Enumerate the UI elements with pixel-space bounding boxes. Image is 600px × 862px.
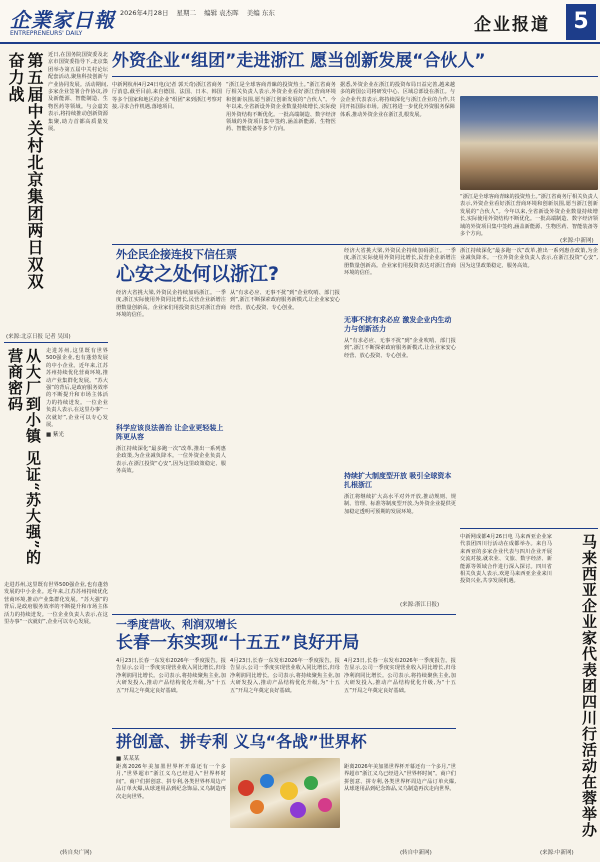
issue-designer: 美编 东东	[246, 9, 275, 17]
mid-story-headline: 心安之处何以浙江?	[116, 263, 280, 285]
page-number: 5	[566, 4, 596, 40]
bottom-story-2-author: ■ 某某某	[116, 756, 140, 762]
mid-story-body-1: 经济大省挑大梁,外资民企持续加码浙江。一季度,浙江实际使用外资同比增长,民营企业新增注册数量创新高。企业家们用投资表达对浙江营商环境的信任。	[116, 290, 226, 319]
newspaper-logo: 企業家日報	[10, 8, 115, 32]
left-story-2-author: ■ 紫光	[46, 432, 64, 438]
issue-weekday: 星期二	[176, 9, 197, 17]
bottom-story-2-headline: 拼创意、拼专利 义乌“各战”世界杯	[116, 732, 367, 751]
mid-story-body-3: 从“有求必应、无事不扰”到“企业吹哨、部门报到”,浙江不断探索政府服务新模式,让企业家安心经营、放心投资、专心创业。	[230, 290, 340, 311]
bottom-divider	[112, 614, 456, 615]
masthead	[0, 0, 600, 44]
top-story-body-1: “浙江是全球客商青睐的投资热土。”浙江省商务厅相关负责人表示,外资企业看好浙江营商环境和创新氛围,愿当浙江创新发展的“合伙人”。今年以来,全省新设外资企业数量持续增长,实际使用外资结构不断优化。一批高端制造、数字经济领域的外资项目集中签约,涵盖新能源、生物医药、智能装备等多个方向。	[226, 82, 336, 133]
left-story-2-body: 走进苏州,这里既有世界500强企业,也有蓬勃发展的中小企业。近年来,江苏苏州持续优化营商环境,推动产业集群化发展。“苏大强”的背后,是政府服务效率的不断提升和市场主体活力的持续迸发。一位企业负责人表示,在这里办事“一次就好”,企业可以专心发展。	[46, 348, 108, 429]
right-column-text-top: 浙江持续深化“最多跑一次”改革,推出一系列惠企政策,为企业减负降本。一位外资企业负责人表示,在浙江投资“心安”,因为这里政策稳定、服务高效。	[460, 248, 598, 269]
mid-story-body-2: 浙江持续深化“最多跑一次”改革,推出一系列惠企政策,为企业减负降本。一位外资企业负责人表示,在浙江投资“心安”,因为这里政策稳定、服务高效。	[116, 446, 226, 475]
mid-story-subhead-1: 科学应该良法善治 让企业更轻装上阵更从容	[116, 424, 224, 441]
bottom-story-2-credit: (转自中新网)	[400, 850, 432, 856]
bottom-story-1-body-3: 4月23日,长春一东发布2026年一季度报告。报告显示,公司一季度实现营业收入同比增长,归母净利润同比增长。公司表示,将持续聚焦主业,加大研发投入,推动产品结构优化升级,为“十五五”开局之年奠定良好基础。	[344, 658, 456, 694]
right-story-body: 中新网成都4月26日电 马来西亚企业家代表团四川行活动在成都举办。来自马来西亚的多家企业代表与四川企业开展交流对接,就农业、文旅、数字经济、新能源等领域合作进行深入探讨。四川省相关负责人表示,欢迎马来西亚企业来川投资兴业,共享发展机遇。	[460, 534, 552, 585]
right-story-headline: 马来西亚企业家代表团四川行活动在蓉举办	[580, 534, 598, 838]
issue-meta	[120, 8, 281, 17]
mid-story-body-4: 经济大省挑大梁,外资民企持续加码浙江。一季度,浙江实际使用外资同比增长,民营企业新增注册数量创新高。企业家们用投资表达对浙江营商环境的信任。	[344, 248, 456, 277]
mid-story-subhead-2: 无事不扰有求必应 激发企业内生动力与创新活力	[344, 316, 452, 333]
left-story-2-body-continued	[4, 582, 108, 844]
left-story-1-body: 近日,在国务院国资委及北京市国资委指导下,北京集团举办第五届中关村论坛配套活动,聚焦科技创新与产业协同发展。活动期间,多家企业签署合作协议,涉及新能源、智能制造、生物医药等领域。与会嘉宾表示,将持续推动创新资源集聚,助力首都高质量发展。	[48, 52, 108, 133]
bottom-story-2-body-2: 距离2026年美加墨世界杯开幕还有一个多月,“世界超市”浙江义乌已经进入“世界杯时间”。商户们拼创意、拼专利,各类世界杯周边产品订单火爆,从球迷用品到纪念饰品,义乌制造再次走向世界。	[344, 764, 456, 793]
newspaper-logo-english: ENTREPRENEURS' DAILY	[10, 30, 83, 37]
left-story-2-credit: (转自央广网)	[60, 850, 92, 856]
bottom-story-1-body-1: 4月23日,长春一东发布2026年一季度报告。报告显示,公司一季度实现营业收入同比增长,归母净利润同比增长。公司表示,将持续聚焦主业,加大研发投入,推动产品结构优化升级,为“十五五”开局之年奠定良好基础。	[116, 658, 226, 694]
top-story-headline: 外资企业“组团”走进浙江 愿当创新发展“合伙人”	[112, 51, 486, 71]
bottom-story-2-photo	[230, 758, 340, 828]
right-story-credit: (来源:中新网)	[540, 850, 574, 856]
mid-story-headline-small: 外企民企接连投下信任票	[116, 248, 237, 261]
issue-date: 2026年4月28日	[120, 9, 169, 17]
top-story-photo	[460, 96, 598, 190]
mid-story-subhead-3: 持续扩大制度型开放 吸引全球资本扎根浙江	[344, 472, 452, 489]
top-story-credit: (来源:中新网)	[560, 238, 594, 244]
top-story-body-2: 据悉,外资企业在浙江的投资布局日益完善,越来越多的跨国公司将研发中心、区域总部设在浙江。与会企业代表表示,将持续深化与浙江企业的合作,共同开拓国际市场。浙江将进一步优化外资服务保障体系,推动外资企业在浙江扎根发展。	[340, 82, 455, 118]
top-story-body-3: “浙江是全球客商青睐的投资热土。”浙江省商务厅相关负责人表示,外资企业看好浙江营商环境和创新氛围,愿当浙江创新发展的“合伙人”。今年以来,全省新设外资企业数量持续增长,实际使用外资结构不断优化。一批高端制造、数字经济领域的外资项目集中签约,涵盖新能源、生物医药、智能装备等多个方向。	[460, 194, 598, 238]
top-story-lead: 中新网杭州4月24日电(记者 郭天奇)浙江省商务厅消息,截至目前,来自德国、法国、日本、韩国等多个国家和地区的企业“组团”来到浙江考察对接,寻求合作机遇,落地项目。	[112, 82, 222, 111]
bottom-story-1-body-2: 4月23日,长春一东发布2026年一季度报告。报告显示,公司一季度实现营业收入同比增长,归母净利润同比增长。公司表示,将持续聚焦主业,加大研发投入,推动产品结构优化升级,为“十五五”开局之年奠定良好基础。	[230, 658, 340, 694]
mid-story-body-6: 浙江将继续扩大高水平对外开放,推动规则、规制、管理、标准等制度型开放,为外资企业提供更加稳定透明可预期的发展环境。	[344, 494, 456, 515]
bottom-story-1-headline-small: 一季度营收、利润双增长	[116, 618, 237, 631]
issue-editor: 编辑 袁杰晖	[204, 9, 239, 17]
bottom-story-1-headline: 长春一东实现“十五五”良好开局	[116, 633, 360, 653]
left-story-2-body-text: 走进苏州,这里既有世界500强企业,也有蓬勃发展的中小企业。近年来,江苏苏州持续优化营商环境,推动产业集群化发展。“苏大强”的背后,是政府服务效率的不断提升和市场主体活力的持续迸发。一位企业负责人表示,在这里办事“一次就好”,企业可以专心发展。	[4, 582, 108, 626]
bottom-story-2-body-1: 距离2026年美加墨世界杯开幕还有一个多月,“世界超市”浙江义乌已经进入“世界杯时间”。商户们拼创意、拼专利,各类世界杯周边产品订单火爆,从球迷用品到纪念饰品,义乌制造再次走向世界。	[116, 764, 226, 800]
mid-divider	[112, 244, 598, 245]
section-title: 企业报道	[474, 15, 550, 35]
mid-story-body-5: 从“有求必应、无事不扰”到“企业吹哨、部门报到”,浙江不断探索政府服务新模式,让企业家安心经营、放心投资、专心创业。	[344, 338, 456, 359]
left-story-1-credit: (来源:北京日报 记者 吴国)	[6, 334, 71, 340]
left-story-1-headline: 第五届中关村北京集团两日双双奋力战	[6, 52, 44, 290]
right-divider	[460, 528, 598, 529]
left-story-2-headline: 从大厂到小镇 见证“苏大强”的营商密码	[6, 348, 42, 566]
left-divider	[4, 342, 108, 343]
bottom-divider-2	[112, 728, 456, 729]
headline-rule	[112, 76, 598, 77]
mid-story-credit: (来源:浙江日报)	[400, 602, 440, 608]
